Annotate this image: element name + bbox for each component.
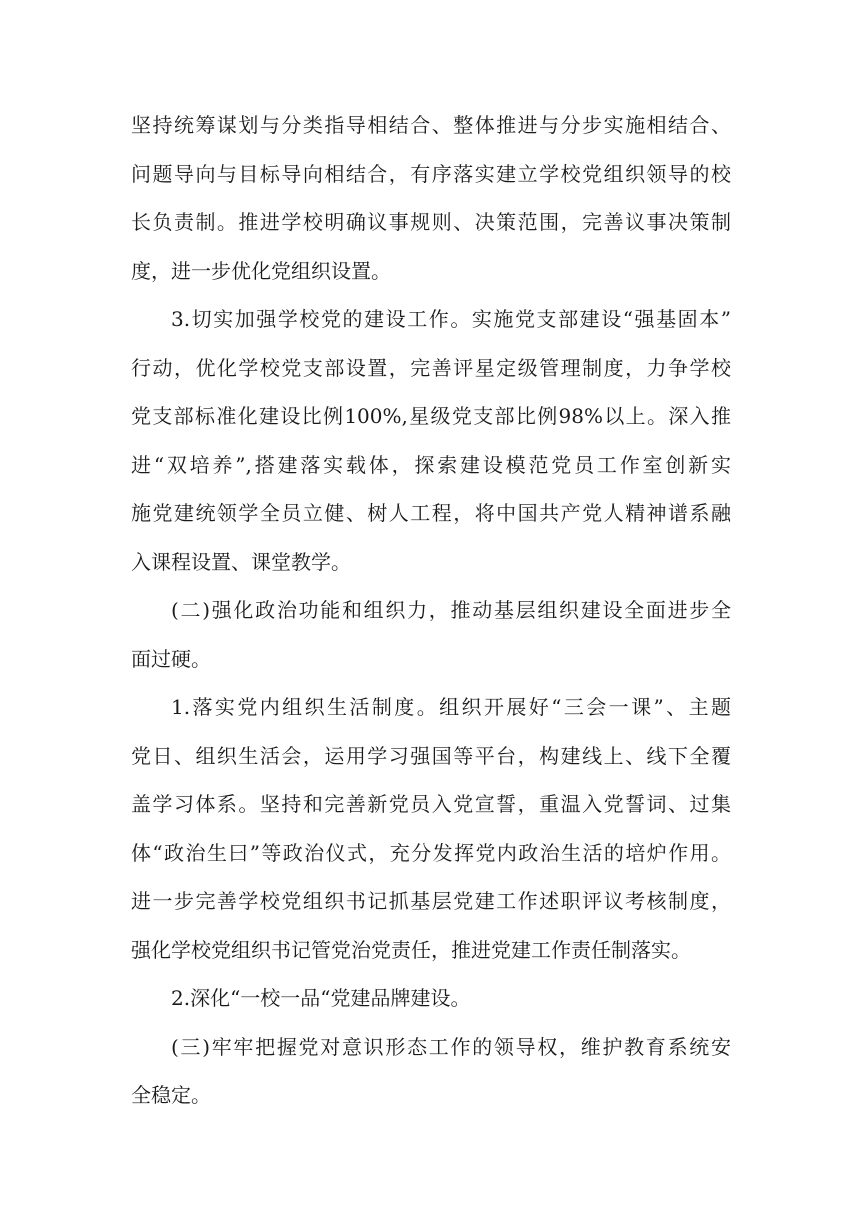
text-line: 进“双培养”,搭建落实载体，探索建设模范党员工作室创新实: [131, 452, 731, 477]
paragraph-item-1: [131, 683, 731, 974]
text-line: 党支部标准化建设比例100%,星级党支部比例98%以上。深入推: [131, 404, 731, 428]
text-line: (三)牢牢把握党对意识形态工作的领导权，维护教育系统安: [171, 1034, 731, 1059]
text-line: 强化学校党组织书记管党治党责任，推进党建工作责任制落实。: [131, 937, 691, 962]
text-line: 进一步完善学校党组织书记抓基层党建工作述职评议考核制度，: [131, 889, 731, 913]
text-line: 入课程设置、课堂教学。: [131, 549, 351, 574]
text-line: 党日、组织生活会，运用学习强国等平台，构建线上、线下全覆: [131, 743, 731, 768]
text-line: 面过硬。: [131, 646, 211, 671]
document-body: [131, 101, 731, 1120]
text-line: 盖学习体系。坚持和完善新党员入党宣誓，重温入党誓词、过集: [131, 792, 731, 816]
text-line: 问题导向与目标导向相结合，有序落实建立学校党组织领导的校: [131, 161, 731, 186]
text-line: 施党建统领学全员立健、树人工程，将中国共产党人精神谱系融: [131, 501, 731, 525]
paragraph-item-3: [131, 295, 731, 586]
paragraph-continuation: [131, 101, 731, 295]
text-line: 坚持统筹谋划与分类指导相结合、整体推进与分步实施相结合、: [131, 113, 731, 137]
text-line: 体“政治生曰”等政治仪式，充分发挥党内政治生活的培炉作用。: [131, 840, 731, 865]
paragraph-item-2: [131, 974, 731, 1023]
text-line: (二)强化政治功能和组织力，推动基层组织建设全面进步全: [171, 598, 731, 622]
text-line: 全稳定。: [131, 1083, 211, 1107]
text-line: 1.落实党内组织生活制度。组织开展好“三会一课”、主题: [171, 695, 731, 719]
paragraph-section-3: [131, 1023, 731, 1120]
text-line: 3.切实加强学校党的建设工作。实施党支部建设“强基固本”: [171, 307, 731, 331]
text-line: 度，进一步优化党组织设置。: [131, 258, 391, 283]
text-line: 2.深化“一校一品“党建品牌建设。: [171, 986, 471, 1010]
paragraph-section-2: [131, 586, 731, 683]
text-line: 长负责制。推进学校明确议事规则、决策范围，完善议事决策制: [131, 210, 731, 234]
text-line: 行动，优化学校党支部设置，完善评星定级管理制度，力争学校: [131, 355, 731, 380]
